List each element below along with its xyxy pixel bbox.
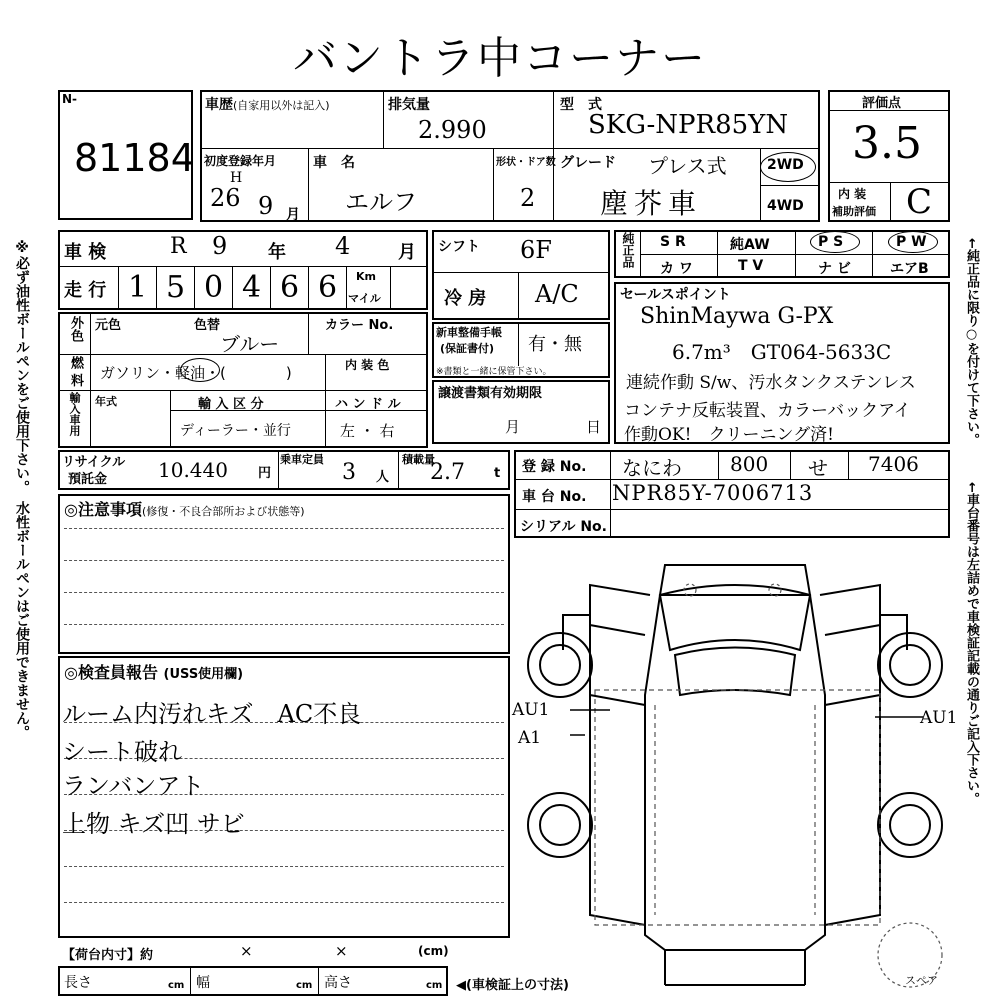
first-reg-label: 初度登録年月 bbox=[204, 154, 277, 168]
score-value: 3.5 bbox=[852, 118, 922, 169]
equip-kawa: カ ワ bbox=[660, 261, 693, 277]
equip-aw: 純AW bbox=[730, 237, 770, 253]
inspector-label: ◎検査員報告 (USS使用欄) bbox=[64, 663, 244, 682]
first-reg-era: H bbox=[230, 170, 243, 186]
history-label: 車歴(自家用以外は記入) bbox=[205, 97, 330, 113]
car-name-value: エルフ bbox=[345, 188, 417, 216]
aircon-label: 冷 房 bbox=[444, 288, 487, 309]
transfer-label: 譲渡書類有効期限 bbox=[438, 386, 543, 401]
fuel-label: 燃 料 bbox=[68, 356, 83, 387]
mileage-digit-5: 6 bbox=[280, 270, 300, 305]
mileage-label: 走 行 bbox=[64, 280, 107, 301]
cargo-note: ◀(車検証上の寸法) bbox=[456, 978, 569, 993]
lot-box bbox=[58, 90, 193, 220]
warranty-value: 有・無 bbox=[528, 334, 582, 355]
chassis-value: NPR85Y-7006713 bbox=[612, 481, 814, 505]
model-type-label: 型 式 bbox=[560, 97, 602, 113]
model-type-value: SKG-NPR85YN bbox=[588, 110, 789, 140]
inspector-line-3: ランバンアト bbox=[62, 772, 205, 800]
warranty-label-1: 新車整備手帳 bbox=[436, 326, 502, 339]
inspector-line-2: シート破れ bbox=[62, 738, 182, 766]
handle-value: 左 ・ 右 bbox=[340, 422, 395, 440]
grade-label: グレード bbox=[560, 155, 616, 171]
sales-line-5: 作動OK! クリーニング済! bbox=[624, 425, 834, 445]
fuel-options: ガソリン・軽油・( ) bbox=[100, 364, 292, 382]
load-unit: t bbox=[494, 466, 501, 481]
equip-navi: ナ ビ bbox=[818, 261, 851, 277]
diagram-mark-a1: A1 bbox=[518, 728, 542, 748]
registration-label: 登 録 No. bbox=[522, 459, 587, 475]
grade-value: プレス式 bbox=[648, 154, 727, 178]
cargo-height-cm: cm bbox=[426, 980, 443, 991]
cargo-length-cm: cm bbox=[168, 980, 185, 991]
exterior-label: 外色 bbox=[68, 316, 83, 342]
diagram-mark-au1-left: AU1 bbox=[512, 700, 550, 720]
registration-kana: せ bbox=[808, 456, 828, 480]
shift-value: 6F bbox=[520, 236, 552, 264]
transfer-day: 日 bbox=[586, 418, 602, 436]
inspection-month: 4 bbox=[335, 232, 351, 260]
interior-value: C bbox=[906, 182, 933, 222]
handle-label: ハ ン ド ル bbox=[335, 397, 401, 412]
note-genuine-circle: ←純正品に限り○を付けて下さい。 bbox=[964, 238, 979, 446]
import-label: 輸入車用 bbox=[68, 392, 81, 436]
car-name-label: 車 名 bbox=[313, 155, 355, 171]
equip-airbag: エアB bbox=[890, 261, 929, 277]
cargo-length: 長さ bbox=[64, 975, 92, 991]
cargo-width-cm: cm bbox=[296, 980, 313, 991]
load-value: 2.7 bbox=[430, 460, 465, 485]
displacement-value: 2.990 bbox=[418, 116, 487, 144]
doors-value: 2 bbox=[520, 184, 536, 212]
cargo-width: 幅 bbox=[196, 975, 210, 991]
inspection-label: 車 検 bbox=[64, 242, 107, 263]
first-reg-month: 9 bbox=[258, 192, 274, 220]
sales-point-label: セールスポイント bbox=[620, 287, 731, 303]
displacement-label: 排気量 bbox=[388, 97, 430, 113]
import-year-label: 年式 bbox=[95, 395, 117, 408]
drive-4wd: 4WD bbox=[767, 198, 804, 214]
warranty-label-2: (保証書付) bbox=[440, 342, 495, 355]
mileage-digit-3: 0 bbox=[204, 270, 224, 305]
capacity-value: 3 bbox=[342, 460, 356, 485]
drive-2wd: 2WD bbox=[767, 157, 804, 173]
cargo-height: 高さ bbox=[324, 975, 352, 991]
recycle-label-2: 預託金 bbox=[68, 472, 108, 487]
grade-value-2: 塵芥車 bbox=[600, 187, 703, 220]
exterior-orig-label: 元色 bbox=[95, 318, 122, 333]
recycle-label-1: リサイクル bbox=[62, 455, 126, 470]
capacity-label: 乗車定員 bbox=[280, 453, 324, 466]
capacity-unit: 人 bbox=[376, 470, 390, 485]
chassis-label: 車 台 No. bbox=[522, 489, 587, 505]
note-chassis-left: ←車台番号は左詰めで車検証記載の通りご記入下さい。 bbox=[964, 482, 979, 805]
equip-sr: S R bbox=[660, 234, 686, 250]
equip-pw: P W bbox=[896, 234, 927, 250]
exterior-value: ブルー bbox=[220, 332, 280, 356]
recycle-value: 10.440 bbox=[158, 458, 228, 482]
mileage-digit-4: 4 bbox=[242, 270, 262, 305]
first-reg-year: 26 bbox=[210, 184, 241, 212]
equip-ps: P S bbox=[818, 234, 844, 250]
inspection-year: 9 bbox=[212, 232, 228, 260]
load-label: 積載量 bbox=[402, 453, 435, 466]
cargo-unit: (cm) bbox=[418, 944, 449, 958]
mileage-digit-1: 1 bbox=[128, 270, 148, 305]
shift-label: シフト bbox=[438, 239, 480, 255]
fuel-diesel-circle bbox=[180, 358, 220, 382]
lot-number: 81184 bbox=[74, 136, 195, 180]
inspection-month-unit: 月 bbox=[398, 242, 416, 263]
mileage-unit-mile: マイル bbox=[348, 292, 381, 305]
score-label: 評価点 bbox=[862, 96, 902, 111]
color-no-label: カラー No. bbox=[325, 318, 394, 333]
spare-label: スペア bbox=[905, 974, 938, 987]
inspection-year-unit: 年 bbox=[268, 242, 286, 263]
mileage-digit-2: 5 bbox=[166, 270, 186, 305]
warranty-note: ※書類と一緒に保管下さい。 bbox=[436, 367, 552, 377]
sales-line-4: コンテナ反転装置、カラーバックアイ bbox=[624, 401, 911, 421]
exterior-repaint-label: 色替 bbox=[194, 318, 221, 333]
sales-line-1: ShinMaywa G-PX bbox=[640, 304, 834, 329]
page-title: バントラ中コーナー bbox=[293, 33, 707, 84]
serial-label: シリアル No. bbox=[520, 519, 607, 535]
sales-line-3: 連続作動 S/w、汚水タンクステンレス bbox=[626, 373, 916, 393]
recycle-unit: 円 bbox=[258, 466, 272, 481]
equip-tv: T V bbox=[738, 258, 764, 274]
equipment-label: 純正品 bbox=[621, 232, 635, 268]
cargo-dims-box bbox=[58, 966, 448, 996]
interior-label-2: 補助評価 bbox=[832, 205, 876, 218]
cargo-label: 【荷台内寸】約 bbox=[62, 948, 154, 963]
cargo-x-2: × bbox=[335, 942, 348, 960]
mileage-unit-km: Km bbox=[356, 270, 376, 283]
interior-label-1: 内 装 bbox=[838, 187, 867, 201]
registration-region: なにわ bbox=[622, 456, 682, 480]
note-oil-pen: ※必ず油性ボールペンをご使用下さい。 水性ボールペンはご使用できません。 bbox=[14, 240, 30, 739]
sales-line-2: 6.7m³ GT064-5633C bbox=[672, 340, 892, 364]
interior-color-label: 内 装 色 bbox=[345, 358, 390, 372]
transfer-month: 月 bbox=[505, 418, 521, 436]
doors-label: 形状・ドア数 bbox=[496, 157, 556, 168]
first-reg-month-unit: 月 bbox=[286, 207, 300, 223]
aircon-value: A/C bbox=[535, 280, 579, 308]
lot-prefix: N- bbox=[62, 92, 78, 106]
import-class-value: ディーラー・並行 bbox=[180, 423, 291, 439]
inspection-era: R bbox=[170, 234, 187, 259]
registration-number: 7406 bbox=[868, 452, 919, 476]
diagram-mark-au1-right: AU1 bbox=[920, 708, 958, 728]
notes-label: ◎注意事項(修復・不良合部所および状態等) bbox=[64, 500, 305, 519]
registration-class: 800 bbox=[730, 452, 769, 476]
vehicle-diagram bbox=[515, 555, 958, 995]
mileage-digit-6: 6 bbox=[318, 270, 338, 305]
import-class-label: 輸 入 区 分 bbox=[198, 397, 264, 412]
cargo-x-1: × bbox=[240, 942, 253, 960]
inspector-line-1: ルーム内汚れキズ AC不良 bbox=[62, 700, 362, 728]
inspector-line-4: 上物 キズ凹 サビ bbox=[62, 810, 245, 838]
